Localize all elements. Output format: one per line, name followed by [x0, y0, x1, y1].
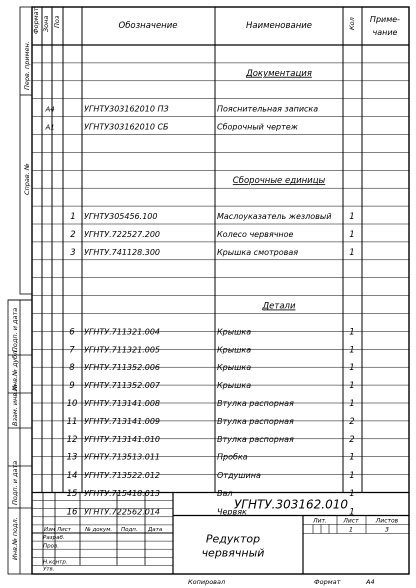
stamp-listov: Листов — [375, 517, 399, 525]
part-name: Крышка — [217, 363, 252, 373]
part-qty: 1 — [349, 327, 355, 338]
part-pos: 13 — [66, 452, 78, 463]
section-documentation: Документация — [246, 68, 312, 79]
side-vzam-inv: Взам. инв.№ — [11, 383, 19, 426]
part-qty: 1 — [349, 489, 355, 500]
section-parts: Детали — [262, 301, 296, 312]
part-qty: 2 — [349, 416, 355, 427]
part-name: Отдушина — [217, 470, 261, 480]
part-pos: 16 — [66, 507, 78, 518]
document-designation: УГНТУ303162010 ПЗ — [84, 104, 169, 114]
part-pos: 6 — [69, 327, 75, 338]
assembly-name: Колесо червячное — [217, 229, 294, 239]
part-name: Крышка — [217, 381, 252, 391]
assembly-pos: 3 — [70, 247, 76, 258]
document-name: Пояснительная записка — [217, 104, 319, 114]
footer-format-val: А4 — [366, 578, 375, 586]
stamp-nkontr: Н.контр. — [43, 559, 68, 566]
part-designation: УГНТУ.713141.010 — [84, 434, 161, 444]
part-designation: УГНТУ.713513.011 — [84, 452, 161, 462]
footer-format: Формат — [314, 578, 341, 586]
part-name: Крышка — [217, 327, 252, 337]
part-designation: УГНТУ.715418.013 — [84, 489, 161, 499]
stamp-listov-val: 3 — [384, 525, 390, 534]
stamp-utv: Утв. — [43, 566, 55, 573]
assembly-pos: 1 — [70, 211, 76, 222]
header-note-2: чание — [372, 28, 398, 37]
part-name: Втулка распорная — [217, 434, 294, 444]
part-pos: 9 — [69, 381, 75, 392]
part-name: Крышка — [217, 345, 252, 355]
section-assemblies: Сборочные единицы — [232, 176, 326, 187]
assembly-qty: 1 — [349, 247, 355, 258]
part-qty: 1 — [349, 363, 355, 374]
stamp-title-2: червячный — [201, 546, 265, 560]
part-qty: 1 — [349, 381, 355, 392]
stamp-razrab: Разраб. — [43, 535, 65, 542]
document-name: Сборочный чертеж — [217, 122, 298, 132]
stamp-data: Дата — [148, 527, 163, 534]
part-qty: 1 — [349, 507, 355, 518]
assembly-qty: 1 — [349, 229, 355, 240]
assembly-qty: 1 — [349, 211, 355, 222]
assembly-pos: 2 — [70, 229, 76, 240]
stamp-prov: Пров. — [43, 543, 59, 550]
header-pos: Поз — [53, 15, 61, 28]
part-pos: 14 — [66, 470, 78, 481]
assembly-name: Крышка смотровая — [217, 247, 299, 257]
part-pos: 11 — [66, 416, 78, 427]
part-designation: УГНТУ.713141.008 — [84, 399, 161, 409]
part-designation: УГНТУ.711321.004 — [84, 327, 161, 337]
stamp-code: УГНТУ.303162.010 — [233, 497, 349, 512]
part-name: Вал — [217, 489, 233, 499]
part-designation: УГНТУ.711352.007 — [84, 381, 161, 391]
part-designation: УГНТУ.711321.005 — [84, 345, 161, 355]
stamp-podp: Подп. — [121, 527, 138, 534]
footer-kopiroval: Копировал — [188, 578, 226, 586]
part-designation: УГНТУ.713522.012 — [84, 470, 161, 480]
document-designation: УГНТУ303162010 СБ — [84, 122, 169, 132]
part-designation: УГНТУ.713141.009 — [84, 416, 161, 426]
document-format: А1 — [45, 123, 55, 132]
stamp-list: Лист — [57, 527, 71, 534]
part-name: Втулка распорная — [217, 416, 294, 426]
header-designation: Обозначение — [118, 21, 178, 31]
document-format: А4 — [45, 105, 55, 114]
assembly-designation: УГНТУ.722527.200 — [84, 229, 161, 239]
side-podp-data-1: Подп. и дата — [11, 307, 19, 352]
part-name: Червяк — [217, 507, 247, 517]
assembly-designation: УГНТУ305456.100 — [84, 211, 158, 221]
assembly-name: Маслоуказатель жезловый — [217, 211, 332, 221]
assembly-designation: УГНТУ.741128.300 — [84, 247, 161, 257]
stamp-ndokum: № докум. — [85, 527, 113, 534]
part-name: Втулка распорная — [217, 399, 294, 409]
part-pos: 10 — [66, 399, 78, 410]
side-sprav: Справ. № — [23, 163, 31, 195]
header-format: Формат — [32, 7, 40, 34]
part-designation: УГНТУ.711352.006 — [84, 363, 161, 373]
part-pos: 15 — [66, 489, 78, 500]
part-qty: 1 — [349, 470, 355, 481]
part-qty: 1 — [349, 345, 355, 356]
part-name: Пробка — [217, 452, 248, 462]
side-inv-podl: Инв.№ подл. — [11, 517, 19, 560]
stamp-lit: Лит. — [313, 517, 327, 525]
stamp-list-label: Лист — [343, 517, 359, 525]
part-qty: 2 — [349, 434, 355, 445]
part-pos: 7 — [69, 345, 75, 356]
part-designation: УГНТУ.722562.014 — [84, 507, 161, 517]
side-perv-primen: Перв. примен. — [23, 41, 31, 90]
stamp-list-val: 1 — [348, 525, 354, 534]
header-note-1: Приме- — [369, 15, 401, 24]
header-qty: Кол — [348, 17, 356, 30]
part-qty: 1 — [349, 399, 355, 410]
header-name: Наименование — [245, 21, 313, 31]
part-qty: 1 — [349, 452, 355, 463]
side-podp-data-2: Подп. и дата — [11, 460, 19, 505]
header-zone: Зона — [42, 15, 50, 32]
side-inv-dubl: Инв.№ дубл. — [11, 348, 19, 391]
part-pos: 12 — [66, 434, 78, 445]
stamp-izm: Изм — [44, 527, 56, 534]
part-pos: 8 — [69, 363, 75, 374]
stamp-title-1: Редуктор — [205, 532, 261, 546]
